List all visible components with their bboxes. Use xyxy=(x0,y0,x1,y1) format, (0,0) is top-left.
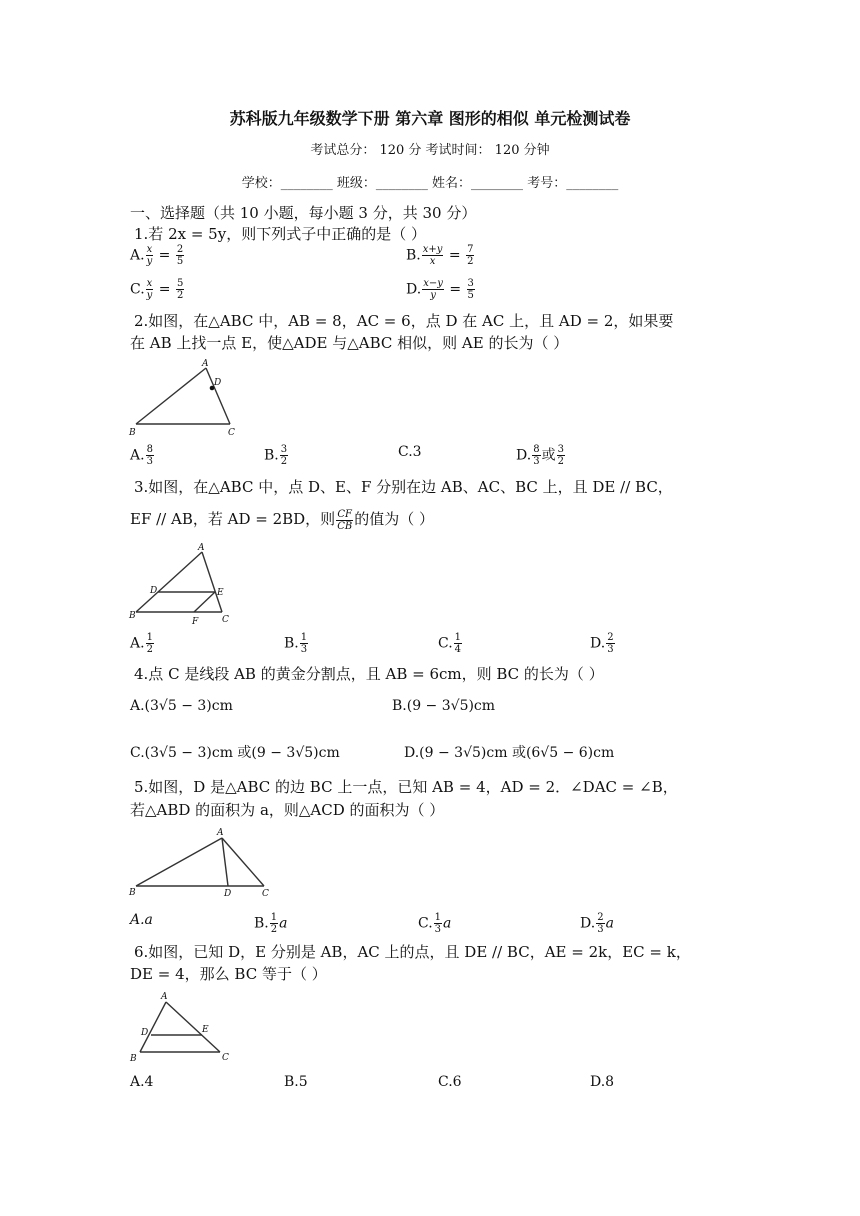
q1-a-rhs-den: 5 xyxy=(176,256,184,267)
q4-option-d: D.(9 − 3√5)cm 或(6√5 − 6)cm xyxy=(404,745,615,761)
q3-a-den: 2 xyxy=(146,644,153,655)
q1-c-num: x xyxy=(146,278,153,289)
q5-triangle-figure xyxy=(126,826,276,900)
q3-stem-line2 xyxy=(130,508,434,532)
q3-stem-frac xyxy=(336,509,353,532)
q5-stem-line1: 5.如图，D 是△ABC 的边 BC 上一点，已知 AB = 4，AD = 2．∠DAC = ∠B， xyxy=(134,778,678,796)
q3-b-prefix: B. xyxy=(284,635,299,652)
q3-stem-post: 的值为（ ） xyxy=(354,510,434,528)
q3-d-den: 3 xyxy=(607,644,614,655)
q3-b-den: 3 xyxy=(300,644,308,655)
q1-a-den: y xyxy=(146,256,153,267)
q3-stem-line1: 3.如图，在△ABC 中，点 D、E、F 分别在边 AB、AC、BC 上，且 DE // BC， xyxy=(134,478,673,496)
q3-c-den: 4 xyxy=(454,644,462,655)
q2-option-b xyxy=(264,444,289,467)
q4-option-c: C.(3√5 − 3)cm 或(9 − 3√5)cm xyxy=(130,745,340,761)
q2-option-c: C.3 xyxy=(398,444,422,460)
q1-option-a xyxy=(130,244,185,267)
q1-b-rhs-num: 7 xyxy=(467,244,474,255)
q2-b-frac xyxy=(280,444,288,467)
q5-d-suffix: a xyxy=(605,915,614,932)
q2-side-ac xyxy=(206,368,230,424)
q3-label-c: C xyxy=(222,615,229,625)
q2-triangle-figure xyxy=(126,358,246,440)
q6-label-b: B xyxy=(130,1054,137,1064)
q1-d-eq: = xyxy=(449,281,462,298)
q1-c-eq: = xyxy=(158,281,171,298)
q5-side-ac xyxy=(222,838,264,886)
q2-option-d xyxy=(516,444,566,467)
q5-b-den: 2 xyxy=(270,924,278,935)
q3-a-prefix: A. xyxy=(130,635,145,652)
q3-option-a xyxy=(130,632,155,655)
q1-c-prefix: C. xyxy=(130,281,145,298)
q6-option-c: C.6 xyxy=(438,1074,462,1090)
q3-a-frac xyxy=(146,632,154,655)
q6-stem-line1: 6.如图，已知 D，E 分别是 AB，AC 上的点，且 DE // BC，AE = 2k，EC = k， xyxy=(134,943,691,961)
q3-a-num: 1 xyxy=(146,632,153,643)
q1-a-frac xyxy=(146,244,154,267)
q4-stem: 4.点 C 是线段 AB 的黄金分割点，且 AB = 6cm，则 BC 的长为（ ） xyxy=(134,665,604,683)
q5-option-c xyxy=(418,912,451,935)
q3-c-prefix: C. xyxy=(438,635,453,652)
q2-label-c: C xyxy=(228,428,235,438)
q5-b-suffix: a xyxy=(279,915,288,932)
q3-option-c xyxy=(438,632,463,655)
q5-c-den: 3 xyxy=(434,924,442,935)
q3-label-d: D xyxy=(150,586,158,596)
q1-b-den: x xyxy=(429,256,436,267)
q2-option-a xyxy=(130,444,155,467)
q5-b-prefix: B. xyxy=(254,915,269,932)
q2-b-den: 2 xyxy=(280,456,288,467)
q2-d-num1: 8 xyxy=(533,444,540,455)
exam-info: 考试总分： 120 分 考试时间： 120 分钟 xyxy=(310,143,550,158)
q2-d-num2: 3 xyxy=(557,444,564,455)
q1-a-rhs xyxy=(176,244,184,267)
q4-option-a: A.(3√5 − 3)cm xyxy=(130,698,233,714)
q5-c-prefix: C. xyxy=(418,915,433,932)
q2-d-or: 或 xyxy=(541,447,556,464)
q1-a-prefix: A. xyxy=(130,247,145,264)
q3-d-frac xyxy=(606,632,614,655)
q6-option-d: D.8 xyxy=(590,1074,615,1090)
q5-b-frac xyxy=(270,912,278,935)
q5-d-den: 3 xyxy=(597,924,604,935)
student-fields: 学校：________ 班级：________ 姓名：________ 考号：________ xyxy=(241,176,619,191)
q1-a-num: x xyxy=(146,244,153,255)
q3-b-frac xyxy=(300,632,308,655)
q6-option-a: A.4 xyxy=(130,1074,154,1090)
q2-stem-line2: 在 AB 上找一点 E，使△ADE 与△ABC 相似，则 AE 的长为（ ） xyxy=(130,334,569,352)
q1-d-den: y xyxy=(430,290,436,301)
q5-option-a: A.a xyxy=(130,912,153,928)
q1-d-rhs-den: 5 xyxy=(467,290,474,301)
q1-b-rhs-den: 2 xyxy=(467,256,474,267)
q6-option-b: B.5 xyxy=(284,1074,308,1090)
q5-d-num: 2 xyxy=(597,912,604,923)
q1-option-d xyxy=(406,278,476,301)
q1-c-rhs xyxy=(176,278,184,301)
q3-label-a: A xyxy=(198,543,205,553)
q1-option-c xyxy=(130,278,185,301)
q2-b-num: 3 xyxy=(280,444,288,455)
q3-side-ac xyxy=(202,552,222,612)
q5-c-num: 1 xyxy=(434,912,442,923)
q2-b-prefix: B. xyxy=(264,447,279,464)
q2-a-den: 3 xyxy=(146,456,153,467)
q5-b-num: 1 xyxy=(270,912,278,923)
q1-d-num: x−y xyxy=(423,278,443,289)
page-title: 苏科版九年级数学下册 第六章 图形的相似 单元检测试卷 xyxy=(229,109,631,128)
q6-label-a: A xyxy=(161,992,168,1002)
q1-c-den: y xyxy=(146,290,153,301)
q3-option-b xyxy=(284,632,309,655)
q1-stem: 1.若 2x = 5y，则下列式子中正确的是（ ） xyxy=(134,225,426,243)
q2-d-frac1 xyxy=(532,444,540,467)
q3-label-e: E xyxy=(217,588,224,598)
q2-d-prefix: D. xyxy=(516,447,532,464)
q5-option-b xyxy=(254,912,287,935)
q1-a-rhs-num: 2 xyxy=(176,244,184,255)
q2-a-prefix: A. xyxy=(130,447,145,464)
q1-b-rhs xyxy=(466,244,474,267)
q5-label-a: A xyxy=(217,828,224,838)
q5-label-c: C xyxy=(262,889,269,899)
q5-c-frac xyxy=(434,912,442,935)
q1-c-rhs-num: 5 xyxy=(176,278,184,289)
q1-b-eq: = xyxy=(448,247,461,264)
q3-label-b: B xyxy=(129,611,136,621)
q1-d-frac xyxy=(422,278,444,301)
q6-triangle-figure xyxy=(126,990,238,1066)
q2-d-den2: 2 xyxy=(557,456,564,467)
q3-stem-frac-den: CB xyxy=(337,520,353,532)
q3-side-ab xyxy=(136,552,202,612)
q6-label-c: C xyxy=(222,1053,229,1063)
q1-d-rhs-num: 3 xyxy=(467,278,474,289)
q5-d-frac xyxy=(596,912,604,935)
q2-d-frac2 xyxy=(557,444,565,467)
q2-side-ab xyxy=(136,368,206,424)
q6-side-ab xyxy=(140,1002,166,1052)
q3-segment-ef xyxy=(194,592,215,612)
q2-label-a: A xyxy=(202,359,209,369)
q3-triangle-figure xyxy=(126,540,246,628)
q2-a-frac xyxy=(146,444,154,467)
q5-label-d: D xyxy=(224,889,232,899)
q5-option-d xyxy=(580,912,614,935)
q1-c-rhs-den: 2 xyxy=(176,290,184,301)
q5-segment-ad xyxy=(222,838,228,886)
section-heading: 一、选择题（共 10 小题，每小题 3 分，共 30 分） xyxy=(130,204,477,222)
q5-stem-line2: 若△ABD 的面积为 a，则△ACD 的面积为（ ） xyxy=(130,801,445,819)
q5-label-b: B xyxy=(129,888,136,898)
q3-stem-frac-num: CF xyxy=(337,508,352,520)
q2-d-den1: 3 xyxy=(533,456,540,467)
q6-label-d: D xyxy=(141,1028,149,1038)
q1-c-frac xyxy=(146,278,154,301)
q1-d-prefix: D. xyxy=(406,281,422,298)
q2-label-b: B xyxy=(129,428,136,438)
q1-a-eq: = xyxy=(158,247,171,264)
q6-side-ac xyxy=(166,1002,220,1052)
q3-b-num: 1 xyxy=(300,632,308,643)
q1-option-b xyxy=(406,244,475,267)
q2-label-d: D xyxy=(214,378,222,388)
q6-stem-line2: DE = 4，那么 BC 等于（ ） xyxy=(130,965,327,983)
q3-d-num: 2 xyxy=(607,632,614,643)
q2-a-num: 8 xyxy=(146,444,153,455)
q3-c-num: 1 xyxy=(454,632,462,643)
q5-side-ab xyxy=(136,838,222,886)
q3-option-d xyxy=(590,632,616,655)
q6-label-e: E xyxy=(202,1025,209,1035)
q1-b-prefix: B. xyxy=(406,247,421,264)
q3-label-f: F xyxy=(192,617,199,627)
q1-b-num: x+y xyxy=(422,244,443,255)
q5-c-suffix: a xyxy=(443,915,452,932)
q1-d-rhs xyxy=(467,278,475,301)
q5-d-prefix: D. xyxy=(580,915,596,932)
q2-stem-line1: 2.如图，在△ABC 中，AB = 8，AC = 6，点 D 在 AC 上，且 AD = 2，如果要 xyxy=(134,312,674,330)
q3-c-frac xyxy=(454,632,462,655)
q3-stem-pre: EF // AB，若 AD = 2BD，则 xyxy=(130,510,336,528)
q1-b-frac xyxy=(422,244,444,267)
q3-d-prefix: D. xyxy=(590,635,606,652)
q4-option-b: B.(9 − 3√5)cm xyxy=(392,698,496,714)
